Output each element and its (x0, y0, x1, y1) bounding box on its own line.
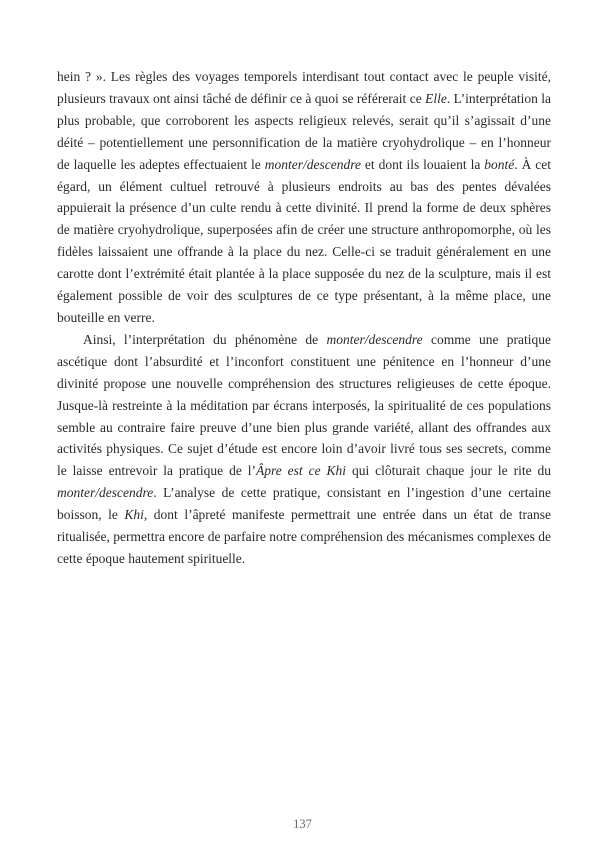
italic-text-run: bonté (484, 156, 515, 172)
text-run: . L’analyse de cette pratique, consistant en l’ingestion d’une certaine boisson, le (57, 485, 551, 523)
text-run: comme une pratique ascétique dont l’absurdité et l’inconfort constituent une pénitence en l’honneur d’une divinité propose une nouvelle compréhension des structures religieuses de cette époque. Jusque-là restreinte à la méditation par écrans interposés, la spiritualité de ces populations semble au contraire faire preuve d’une bien plus grande variété, allant des offrandes aux activités physiques. Ce sujet d’étude est encore loin d’avoir livré tous ses secrets, comme le laisse entrevoir la pratique de l’ (57, 331, 551, 479)
text-run: et dont ils louaient la (360, 156, 485, 172)
text-run: , dont l’âpreté manifeste permettrait une entrée dans un état de transe ritualisée, permettra encore de parfaire notre compréhension des mécanismes complexes de cette époque hautement spirituelle. (57, 507, 551, 566)
italic-text-run: Elle (425, 90, 447, 106)
text-run: Ainsi, l’interprétation du phénomène de (83, 331, 327, 347)
text-run: hein ? ». Les règles des voyages temporels interdisant tout contact avec le peuple visité, plusieurs travaux ont ainsi tâché de définir ce à quoi se référerait ce (57, 69, 551, 106)
italic-text-run: monter/descendre (326, 331, 423, 347)
paragraph (57, 329, 551, 570)
body-text (57, 66, 551, 570)
page-number: 137 (293, 817, 312, 831)
italic-text-run: monter/descendre (57, 485, 154, 501)
text-run: . L’interprétation la plus probable, que corroborent les aspects religieux relevés, serait qu’il s’agissait d’une déité – potentiellement une personnification de la matière cryohydrolique – en l’honneur de laquelle les adeptes effectuaient le (57, 90, 551, 172)
italic-text-run: Âpre est ce Khi (256, 463, 347, 479)
italic-text-run: monter/descendre (264, 156, 361, 172)
paragraph (57, 66, 551, 329)
text-run: qui clôturait chaque jour le rite du (346, 463, 551, 479)
text-run: . À cet égard, un élément cultuel retrouvé à plusieurs endroits au bas des pentes dévalées appuierait la présence d’un culte rendu à cette divinité. Il prend la forme de deux sphères de matière cryohydrolique, superposées afin de créer une structure anthropomorphe, où les fidèles laissaient une offrande à la place du nez. Celle-ci se traduit généralement en une carotte dont l’extrémité était plantée à la place supposée du nez de la sculpture, mais il est également possible de voir des sculptures de ce type présentant, à la même place, une bouteille en verre. (57, 156, 551, 325)
italic-text-run: Khi (124, 507, 144, 523)
